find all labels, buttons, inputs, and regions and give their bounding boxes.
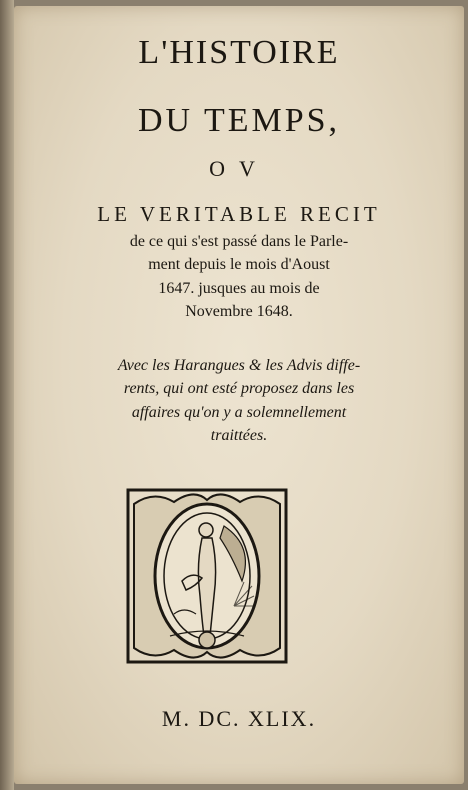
title-line-2: DU TEMPS, — [137, 102, 341, 139]
subtitle-line-3: ment depuis le mois d'Aoust — [148, 256, 330, 273]
printers-device-emblem — [124, 486, 290, 666]
subtitle-line-2: de ce qui s'est passé dans le Parle- — [129, 233, 349, 250]
imprint-date: M. DC. XLIX. — [161, 706, 317, 731]
italic-line-1: Avec les Harangues & les Advis diffe- — [117, 357, 361, 374]
subtitle-line-4: 1647. jusques au mois de — [158, 280, 320, 297]
subtitle-line-1: LE VERITABLE RECIT — [97, 202, 381, 226]
italic-line-2: rents, qui ont esté proposez dans les — [123, 380, 355, 397]
book-spine — [0, 0, 14, 790]
italic-line-3: affaires qu'on y a solemnellement — [131, 404, 347, 421]
title-line-1: L'HISTOIRE — [138, 34, 340, 71]
italic-line-4: traittées. — [210, 427, 268, 444]
subtitle-line-5: Novembre 1648. — [185, 303, 293, 320]
or-line: OV — [209, 156, 269, 181]
title-page — [14, 6, 464, 784]
